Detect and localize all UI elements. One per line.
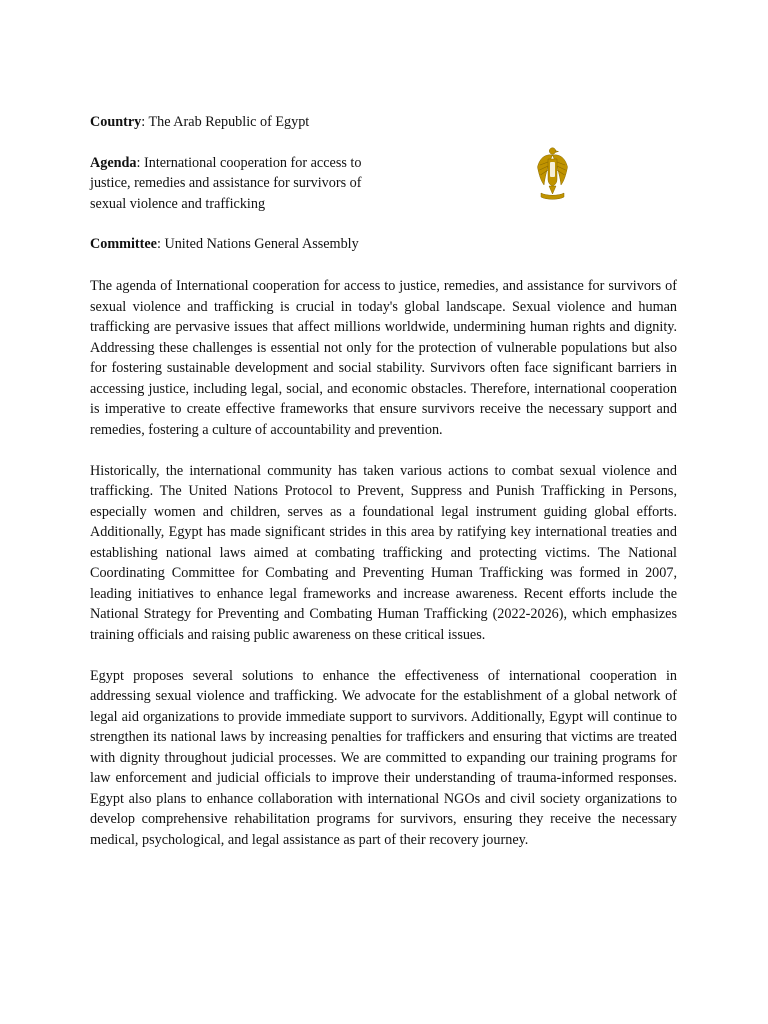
document-body bbox=[90, 276, 677, 871]
country-label: Country bbox=[90, 114, 142, 130]
paragraph-history: Historically, the international community has taken various actions to combat sexual violence and trafficking. The United Nations Protocol to Prevent, Suppress and Punish Trafficking in Persons, especially women and children, serves as a foundational legal instrument guiding global efforts. Additionally, Egypt has made significant strides in this area by ratifying key international treaties and establishing national laws aimed at combating trafficking and protecting victims. The National Coordinating Committee for Combating and Preventing Human Trafficking was formed in 2007, leading initiatives to enhance legal frameworks and increase awareness. Recent efforts include the National Strategy for Preventing and Combating Human Trafficking (2022-2026), which emphasizes training officials and raising public awareness on these critical issues. bbox=[90, 462, 677, 643]
paragraph-introduction: The agenda of International cooperation for access to justice, remedies, and assistance for survivors of sexual violence and trafficking is crucial in today's global landscape. Sexual violence and human trafficking are pervasive issues that affect millions worldwide, undermining human rights and dignity. Addressing these challenges is essential not only for the protection of vulnerable populations but also for fostering sustainable development and social stability. Survivors often face significant barriers in accessing justice, including legal, social, and economic obstacles. Therefore, international cooperation is imperative to create effective frameworks that ensure survivors receive the necessary support and remedies, fostering a culture of accountability and prevention. bbox=[90, 278, 677, 438]
committee-label: Committee bbox=[90, 236, 157, 253]
flag-red-band bbox=[422, 95, 683, 144]
agenda-value: : International cooperation for access to justice, remedies and assistance for survivors of sexual violence and trafficking bbox=[90, 154, 362, 212]
country-line bbox=[90, 112, 400, 132]
paragraph-solutions: Egypt proposes several solutions to enhance the effectiveness of international cooperation in addressing sexual violence and trafficking. We advocate for the establishment of a global network of legal aid organizations to provide immediate support to survivors. Additionally, Egypt will continue to strengthen its national laws by increasing penalties for traffickers and ensuring that victims are treated with dignity throughout judicial processes. We are committed to expanding our training programs for law enforcement and judicial officials to improve their understanding of trauma-informed responses. Egypt also plans to enhance collaboration with international NGOs and civil society organizations to develop comprehensive rehabilitation programs for survivors, ensuring they receive the necessary medical, psychological, and legal assistance as part of their recovery journey. bbox=[90, 667, 677, 848]
country-value: : The Arab Republic of Egypt bbox=[141, 114, 310, 130]
committee-line bbox=[90, 234, 400, 254]
agenda-label: Agenda bbox=[90, 154, 137, 171]
eagle-of-saladin-icon bbox=[536, 145, 569, 203]
committee-value: : United Nations General Assembly bbox=[156, 236, 359, 253]
agenda-line bbox=[90, 153, 400, 214]
flag-black-band bbox=[422, 204, 683, 253]
egypt-flag-icon bbox=[422, 95, 683, 253]
position-paper-header bbox=[90, 112, 400, 275]
